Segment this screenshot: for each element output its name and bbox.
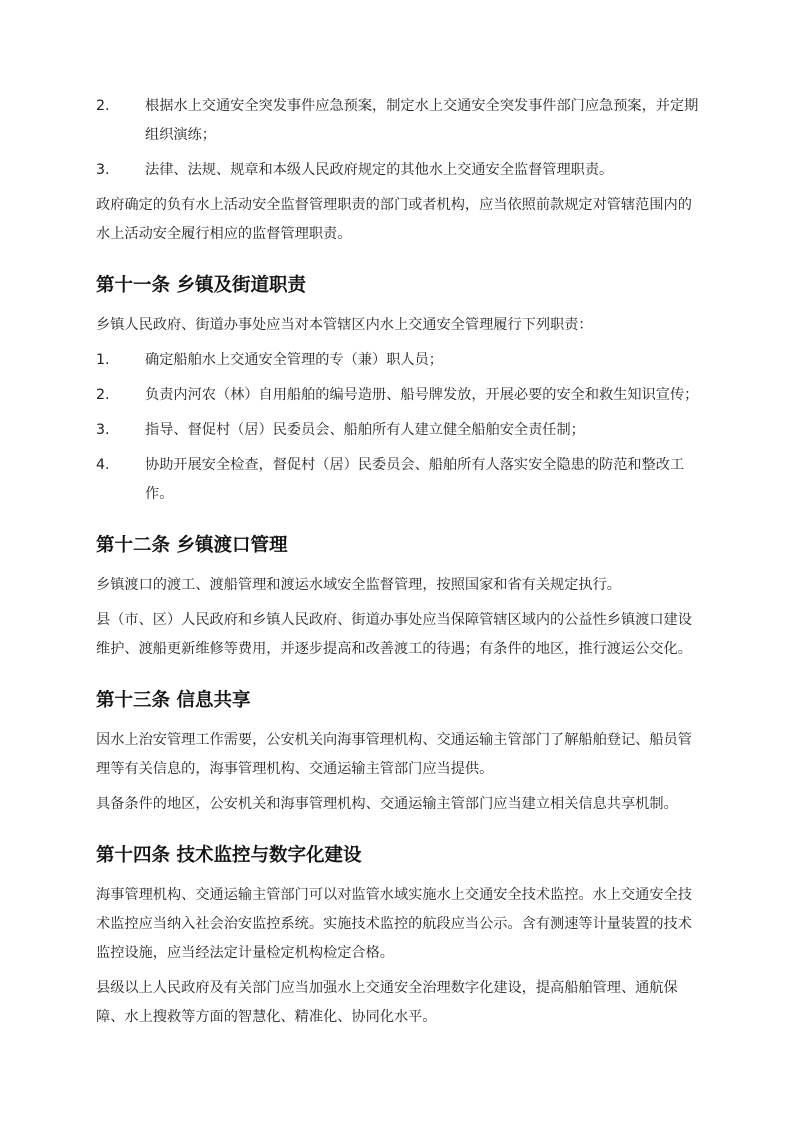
list-item-number: 2. <box>96 98 110 114</box>
paragraph: 县（市、区）人民政府和乡镇人民政府、街道办事处应当保障管辖区域内的公益性乡镇渡口建设维护、渡船更新维修等费用，并逐步提高和改善渡工的待遇；有条件的地区，推行渡运公交化。 <box>96 612 692 657</box>
list-item <box>96 156 700 185</box>
paragraph: 具备条件的地区，公安机关和海事管理机构、交通运输主管部门应当建立相关信息共享机制。 <box>96 796 678 812</box>
list-item-text: 协助开展安全检查，督促村（居）民委员会、船舶所有人落实安全隐患的防范和整改工作。 <box>145 457 685 502</box>
list-item-text: 根据水上交通安全突发事件应急预案，制定水上交通安全突发事件部门应急预案，并定期组织演练； <box>145 98 699 143</box>
list-item <box>96 92 700 150</box>
list-item-number: 4. <box>96 457 110 473</box>
list-item-text: 负责内河农（林）自用船舶的编号造册、船号牌发放，开展必要的安全和救生知识宣传； <box>145 387 699 403</box>
list-item <box>96 451 700 509</box>
paragraph: 因水上治安管理工作需要，公安机关向海事管理机构、交通运输主管部门了解船舶登记、船员管理等有关信息的，海事管理机构、交通运输主管部门应当提供。 <box>96 732 692 777</box>
list-item <box>96 381 700 410</box>
list-item <box>96 346 700 375</box>
article-11-heading: 第十一条 乡镇及街道职责 <box>96 275 306 296</box>
paragraph: 县级以上人民政府及有关部门应当加强水上交通安全治理数字化建设，提高船舶管理、通航保障、水上搜救等方面的智慧化、精准化、协同化水平。 <box>96 980 678 1025</box>
paragraph: 政府确定的负有水上活动安全监督管理职责的部门或者机构，应当依照前款规定对管辖范围内的水上活动安全履行相应的监督管理职责。 <box>96 197 692 242</box>
list-item-number: 3. <box>96 162 110 178</box>
list-item-text: 确定船舶水上交通安全管理的专（兼）职人员； <box>145 352 443 368</box>
list-item <box>96 416 700 445</box>
list-item-number: 2. <box>96 387 110 403</box>
article-14-heading: 第十四条 技术监控与数字化建设 <box>96 845 362 866</box>
list-item-number: 1. <box>96 352 110 368</box>
article-11-intro: 乡镇人民政府、街道办事处应当对本管辖区内水上交通安全管理履行下列职责： <box>96 317 593 333</box>
document-page <box>96 92 700 1038</box>
list-item-number: 3. <box>96 422 110 438</box>
paragraph: 海事管理机构、交通运输主管部门可以对监管水域实施水上交通安全技术监控。水上交通安全技术监控应当纳入社会治安监控系统。实施技术监控的航段应当公示。含有测速等计量装置的技术监控设施，应当经法定计量检定机构检定合格。 <box>96 887 692 961</box>
article-12-heading: 第十二条 乡镇渡口管理 <box>96 535 288 556</box>
paragraph: 乡镇渡口的渡工、渡船管理和渡运水域安全监督管理，按照国家和省有关规定执行。 <box>96 577 621 593</box>
list-item-text: 法律、法规、规章和本级人民政府规定的其他水上交通安全监督管理职责。 <box>145 162 614 178</box>
list-item-text: 指导、督促村（居）民委员会、船舶所有人建立健全船舶安全责任制； <box>145 422 585 438</box>
article-13-heading: 第十三条 信息共享 <box>96 690 251 711</box>
